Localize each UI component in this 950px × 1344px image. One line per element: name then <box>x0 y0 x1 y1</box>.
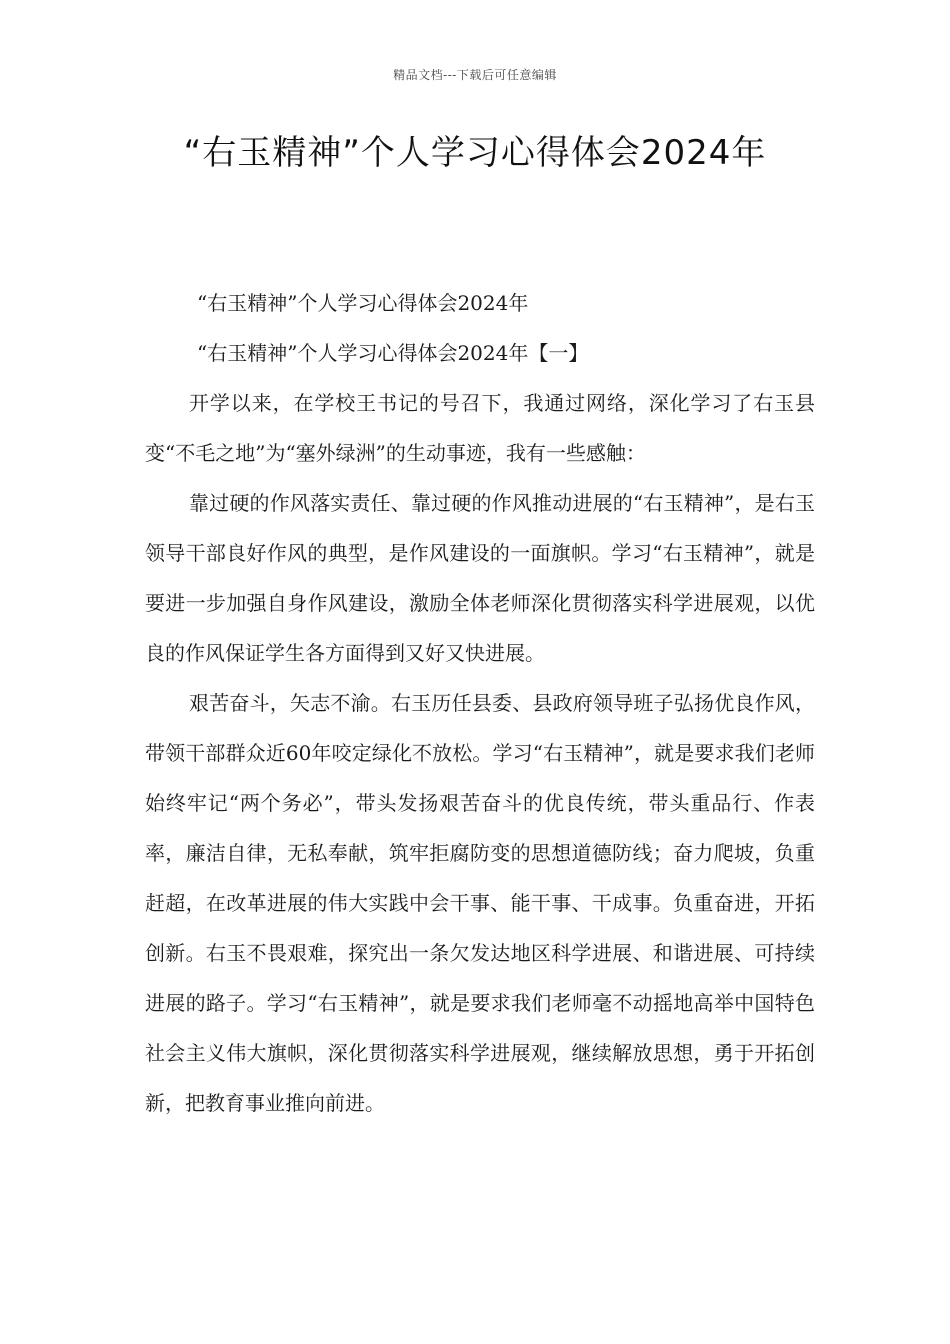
paragraph-style: 靠过硬的作风落实责任、靠过硬的作风推动进展的“右玉精神”，是右玉领导干部良好作风的典型，是作风建设的一面旗帜。学习“右玉精神”，就是要进一步加强自身作风建设，激励全体老师深化贯彻落实科学进展观，以优良的作风保证学生各方面得到又好又快进展。 <box>145 491 815 665</box>
subtitle-line: “右玉精神”个人学习心得体会2024年 <box>197 291 529 315</box>
page-header: 精品文档---下载后可任意编辑 <box>393 68 557 82</box>
section-heading: “右玉精神”个人学习心得体会2024年【一】 <box>197 341 589 365</box>
document-title: “右玉精神”个人学习心得体会2024年 <box>183 133 767 173</box>
paragraph-struggle: 艰苦奋斗，矢志不渝。右玉历任县委、县政府领导班子弘扬优良作风，带领干部群众近60年咬定绿化不放松。学习“右玉精神”，就是要求我们老师始终牢记“两个务必”，带头发扬艰苦奋斗的优良传统，带头重品行、作表率，廉洁自律，无私奉献，筑牢拒腐防变的思想道德防线；奋力爬坡，负重赶超，在改革进展的伟大实践中会干事、能干事、干成事。负重奋进，开拓创新。右玉不畏艰难，探究出一条欠发达地区科学进展、和谐进展、可持续进展的路子。学习“右玉精神”，就是要求我们老师毫不动摇地高举中国特色社会主义伟大旗帜，深化贯彻落实科学进展观，继续解放思想，勇于开拓创新，把教育事业推向前进。 <box>145 691 815 1115</box>
document-body <box>145 278 815 1128</box>
paragraph-intro: 开学以来，在学校王书记的号召下，我通过网络，深化学习了右玉县变“不毛之地”为“塞外绿洲”的生动事迹，我有一些感触： <box>145 391 815 465</box>
